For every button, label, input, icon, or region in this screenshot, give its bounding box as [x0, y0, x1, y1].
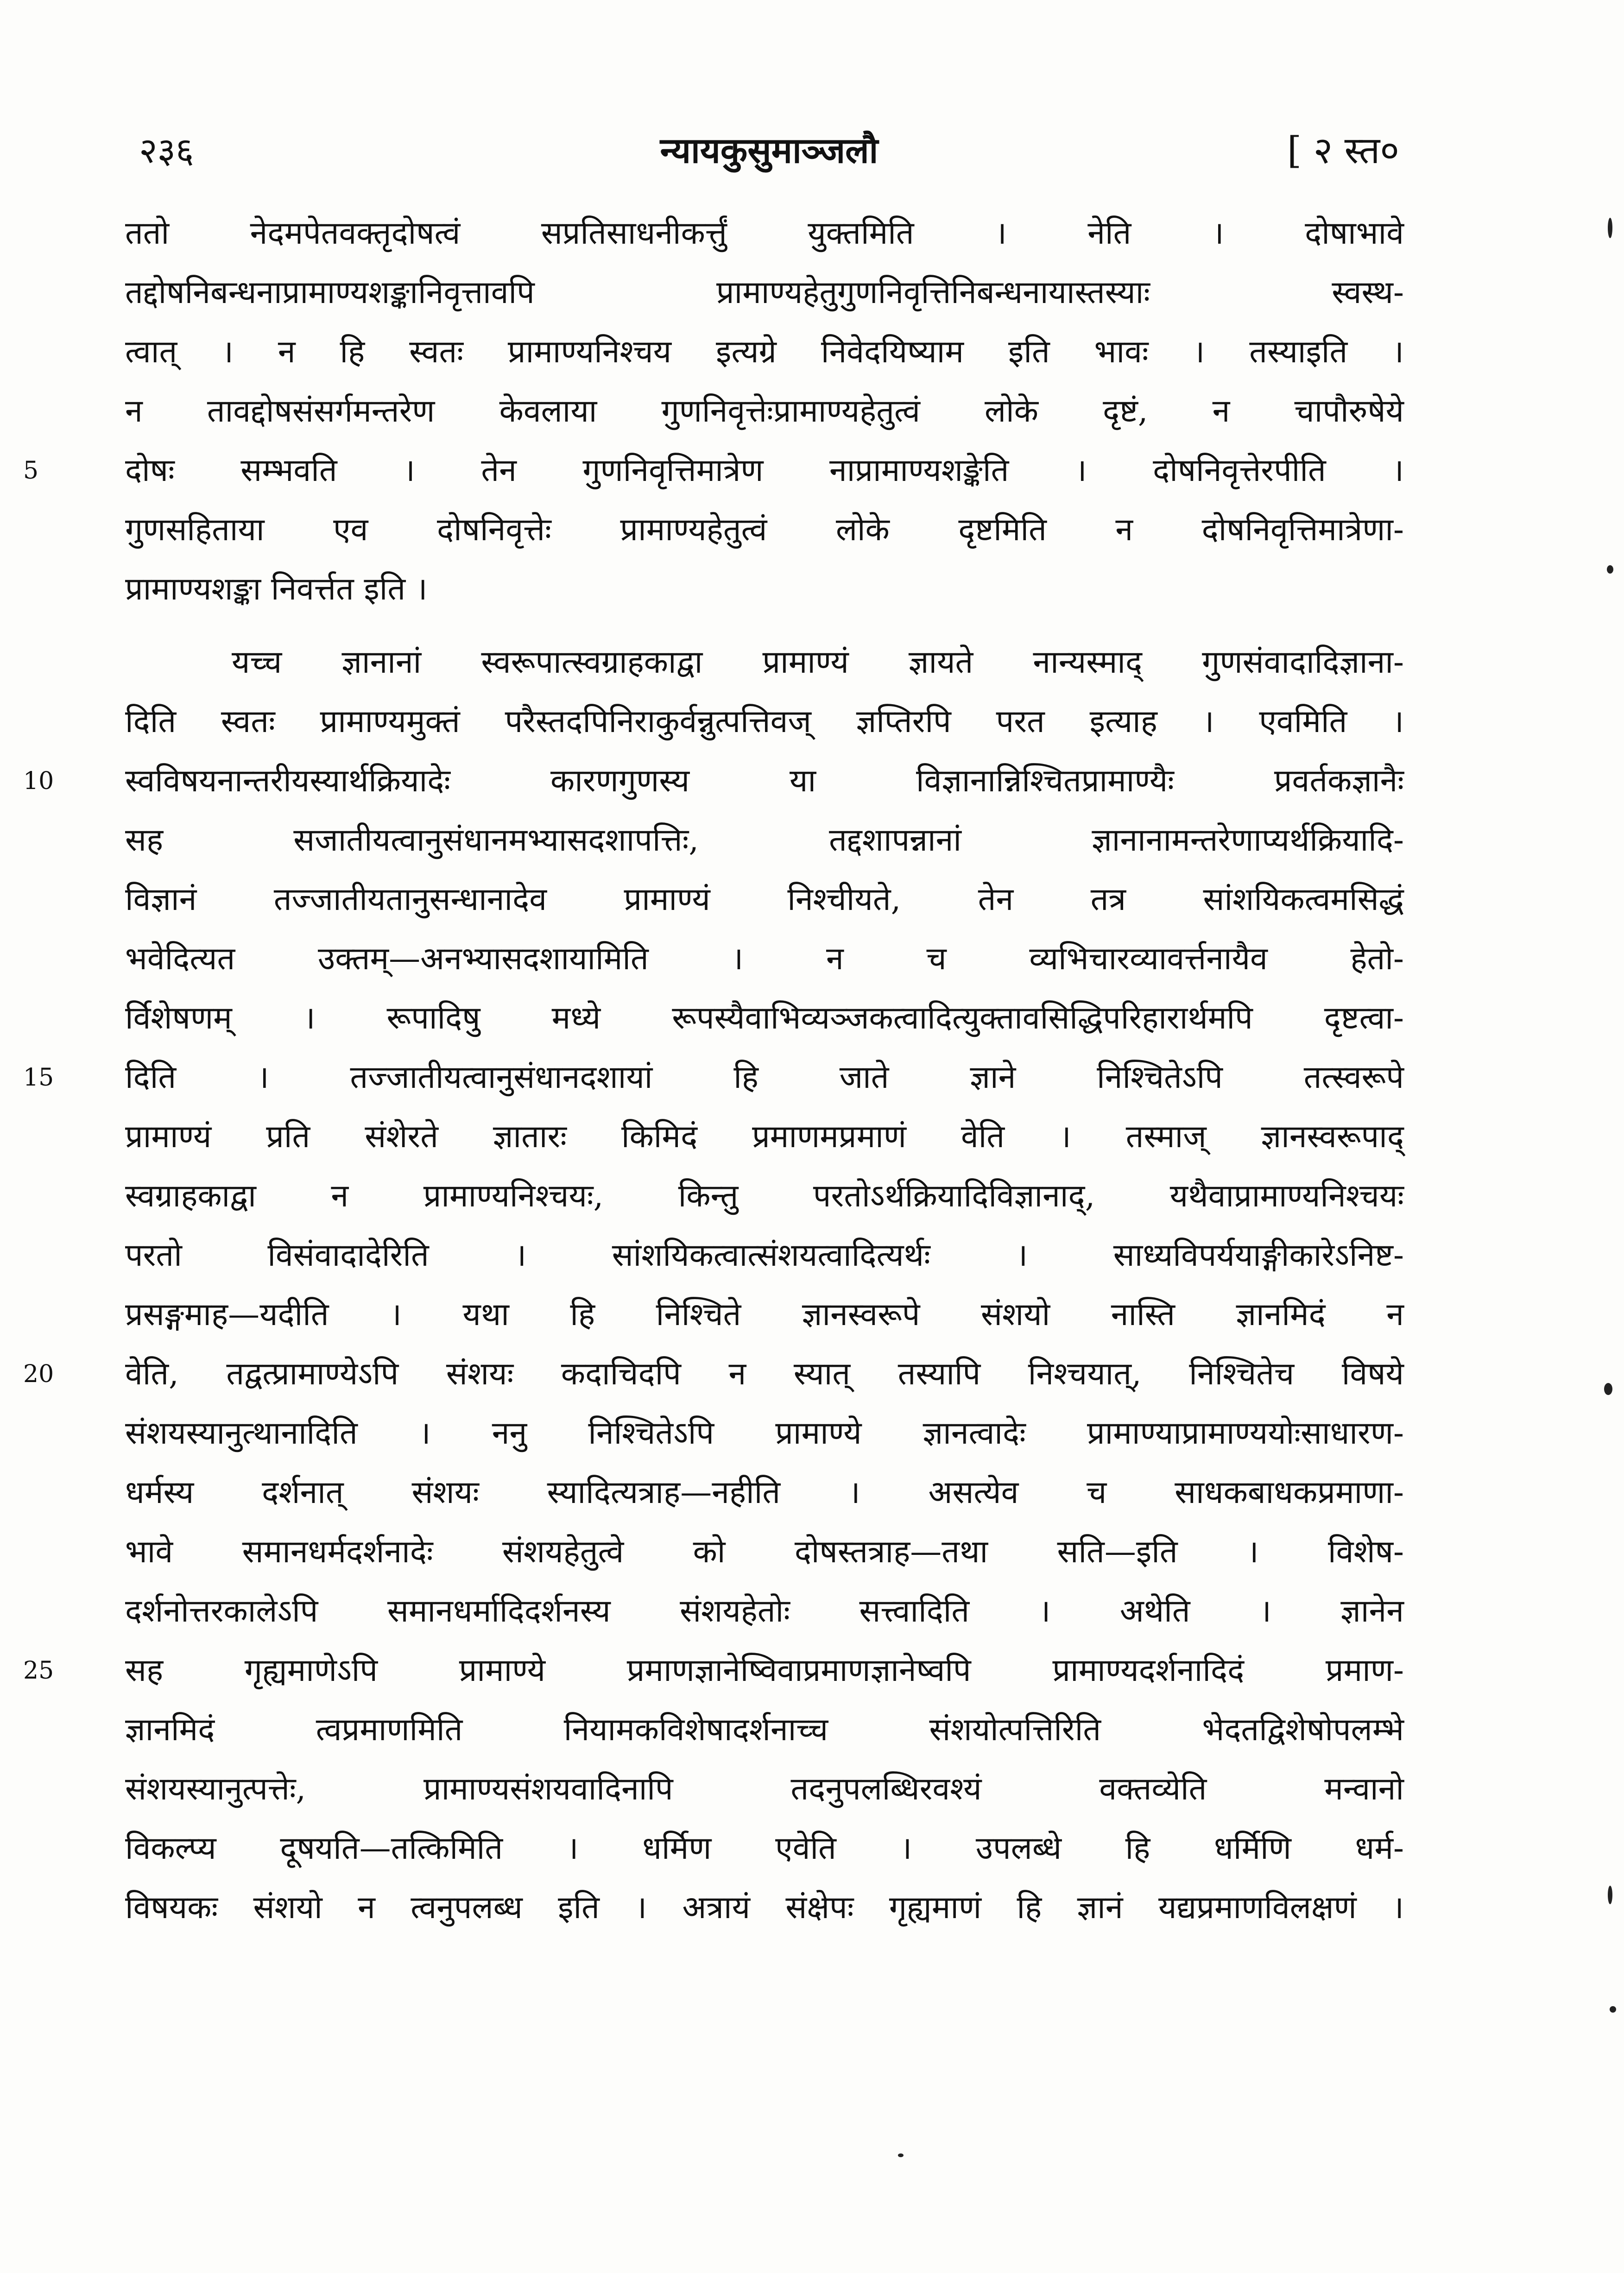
- text-line: [125, 989, 1404, 1048]
- text-line: [125, 1878, 1404, 1938]
- line-text: ततो नेदमपेतवक्तृदोषत्वं सप्रतिसाधनीकर्त्तुं युक्तमिति । नेति । दोषाभावे: [125, 215, 1404, 252]
- text-line: [125, 1700, 1404, 1760]
- scan-speck: [1610, 2006, 1616, 2013]
- text-line: [125, 1582, 1404, 1641]
- line-text: प्रसङ्गमाह—यदीति । यथा हि निश्चिते ज्ञानस्वरूपे संशयो नास्ति ज्ञानमिदं न: [125, 1296, 1404, 1333]
- text-line: [23, 441, 1404, 500]
- text-line: [125, 1404, 1404, 1463]
- line-text: तद्दोषनिबन्धनाप्रामाण्यशङ्कानिवृत्तावपि प्रामाण्यहेतुगुणनिवृत्तिनिबन्धनायास्तस्याः स्वस्थ-: [125, 274, 1404, 311]
- line-text: विकल्प्य दूषयति—तत्किमिति । धर्मिण एवेति । उपलब्धे हि धर्मिणि धर्म-: [125, 1830, 1404, 1867]
- line-text: दर्शनोत्तरकालेऽपि समानधर्मादिदर्शनस्य संशयहेतोः सत्त्वादिति । अथेति । ज्ञानेन: [125, 1593, 1404, 1629]
- text-line: [23, 751, 1404, 811]
- line-text: यच्च ज्ञानानां स्वरूपात्स्वग्राहकाद्वा प्रामाण्यं ज्ञायते नान्यस्माद् गुणसंवादादिज्ञाना-: [232, 644, 1404, 681]
- commentary-text: [23, 204, 1404, 1938]
- line-number: 10: [23, 767, 54, 795]
- text-line: [125, 560, 1404, 619]
- text-line: [125, 929, 1404, 989]
- text-line: [125, 1107, 1404, 1167]
- line-text: परतो विसंवादादेरिति । सांशयिकत्वात्संशयत्वादित्यर्थः । साध्यविपर्ययाङ्गीकारेऽनिष्ट-: [125, 1237, 1404, 1274]
- text-line: [125, 870, 1404, 929]
- line-text: विषयकः संशयो न त्वनुपलब्ध इति । अत्रायं संक्षेपः गृह्यमाणं हि ज्ञानं यद्यप्रमाणविलक्षणं ।: [125, 1889, 1404, 1926]
- paragraph: [23, 204, 1404, 619]
- text-line: [125, 263, 1404, 322]
- scan-speck: [898, 2153, 904, 2157]
- line-text: स्वग्राहकाद्वा न प्रामाण्यनिश्चयः, किन्तु परतोऽर्थक्रियादिविज्ञानाद्, यथैवाप्रामाण्यनिश्चयः: [125, 1178, 1404, 1214]
- paragraph: [23, 633, 1404, 1938]
- line-text: सह गृह्यमाणेऽपि प्रामाण्ये प्रमाणज्ञानेष्विवाप्रमाणज्ञानेष्वपि प्रामाण्यदर्शनादिदं प्रमाण-: [125, 1652, 1404, 1689]
- line-text: न तावद्दोषसंसर्गमन्तरेण केवलाया गुणनिवृत्तेःप्रामाण्यहेतुत्वं लोके दृष्टं, न चापौरुषेये: [125, 393, 1404, 429]
- text-line: [125, 1167, 1404, 1226]
- line-text: विज्ञानं तज्जातीयतानुसन्धानादेव प्रामाण्यं निश्चीयते, तेन तत्र सांशयिकत्वमसिद्धं: [125, 881, 1404, 918]
- line-number: 15: [23, 1064, 54, 1092]
- running-head: [139, 125, 1399, 176]
- line-text: स्वविषयनान्तरीयस्यार्थक्रियादेः कारणगुणस्य या विज्ञानान्निश्चितप्रामाण्यैः प्रवर्तकज्ञानैः: [125, 763, 1404, 799]
- text-line: [125, 1285, 1404, 1345]
- line-text: सह सजातीयत्वानुसंधानमभ्यासदशापत्तिः, तद्दशापन्नानां ज्ञानानामन्तरेणाप्यर्थक्रियादि-: [125, 822, 1404, 859]
- text-line: [125, 1522, 1404, 1582]
- text-line: [23, 1345, 1404, 1404]
- line-text: दिति । तज्जातीयत्वानुसंधानदशायां हि जाते ज्ञाने निश्चितेऽपि तत्स्वरूपे: [125, 1059, 1404, 1096]
- text-line: [125, 382, 1404, 441]
- paragraph-gap: [125, 619, 1404, 633]
- line-text: भावे समानधर्मदर्शनादेः संशयहेतुत्वे को दोषस्तत्राह—तथा सति—इति । विशेष-: [125, 1534, 1404, 1570]
- text-line: [23, 1641, 1404, 1700]
- text-line: [125, 633, 1404, 692]
- line-text: भवेदित्यत उक्तम्—अनभ्यासदशायामिति । न च व्यभिचारव्यावर्त्तनायैव हेतो-: [125, 941, 1404, 977]
- line-number: 25: [23, 1657, 54, 1685]
- section-marker: [ २ स्त०: [1287, 129, 1399, 172]
- text-line: [23, 1048, 1404, 1107]
- line-text: प्रामाण्यं प्रति संशेरते ज्ञातारः किमिदं प्रमाणमप्रमाणं वेति । तस्माज् ज्ञानस्वरूपाद्: [125, 1118, 1404, 1155]
- line-text: वेति, तद्वत्प्रामाण्येऽपि संशयः कदाचिदपि न स्यात् तस्यापि निश्चयात्, निश्चितेच विषये: [125, 1356, 1404, 1392]
- text-line: [125, 204, 1404, 263]
- line-number: 20: [23, 1360, 54, 1388]
- scan-speck: [1607, 565, 1613, 574]
- text-line: [125, 1819, 1404, 1878]
- line-number: 5: [23, 457, 39, 485]
- line-text: त्वात् । न हि स्वतः प्रामाण्यनिश्चय इत्यग्रे निवेदयिष्याम इति भावः । तस्याइति ।: [125, 334, 1404, 370]
- line-text: धर्मस्य दर्शनात् संशयः स्यादित्यत्राह—नहीति । असत्येव च साधकबाधकप्रमाणा-: [125, 1474, 1404, 1511]
- text-line: [125, 322, 1404, 382]
- text-line: [125, 500, 1404, 560]
- line-text: गुणसहिताया एव दोषनिवृत्तेः प्रामाण्यहेतुत्वं लोके दृष्टमिति न दोषनिवृत्तिमात्रेणा-: [125, 511, 1404, 548]
- text-line: [125, 1463, 1404, 1522]
- line-text: संशयस्यानुत्थानादिति । ननु निश्चितेऽपि प्रामाण्ये ज्ञानत्वादेः प्रामाण्याप्रामाण्ययोःसाधारण-: [125, 1415, 1404, 1452]
- text-line: [125, 1760, 1404, 1819]
- line-text: प्रामाण्यशङ्का निवर्त्तत इति ।: [125, 571, 428, 607]
- running-title: न्यायकुसुमाञ्जलौ: [660, 130, 878, 171]
- scan-speck: [1608, 1886, 1612, 1904]
- line-text: संशयस्यानुत्पत्तेः, प्रामाण्यसंशयवादिनापि तदनुपलब्धिरवश्यं वक्तव्येति मन्वानो: [125, 1771, 1404, 1807]
- text-line: [125, 692, 1404, 751]
- scan-speck: [1608, 218, 1612, 238]
- line-text: ज्ञानमिदं त्वप्रमाणमिति नियामकविशेषादर्शनाच्च संशयोत्पत्तिरिति भेदतद्विशेषोपलम्भे: [125, 1711, 1404, 1748]
- text-line: [125, 811, 1404, 870]
- scan-speck: [1604, 1383, 1612, 1395]
- text-line: [125, 1226, 1404, 1285]
- line-text: दिति स्वतः प्रामाण्यमुक्तं परैस्तदपिनिराकुर्वन्नुत्पत्तिवज् ज्ञप्तिरपि परत इत्याह । एवमिति ।: [125, 703, 1404, 740]
- line-text: र्विशेषणम् । रूपादिषु मध्ये रूपस्यैवाभिव्यञ्जकत्वादित्युक्तावसिद्धिपरिहारार्थमपि दृष्टत्वा-: [125, 1000, 1404, 1036]
- line-text: दोषः सम्भवति । तेन गुणनिवृत्तिमात्रेण नाप्रामाण्यशङ्केति । दोषनिवृत्तेरपीति ।: [125, 452, 1404, 489]
- page-number: २३६: [139, 130, 194, 171]
